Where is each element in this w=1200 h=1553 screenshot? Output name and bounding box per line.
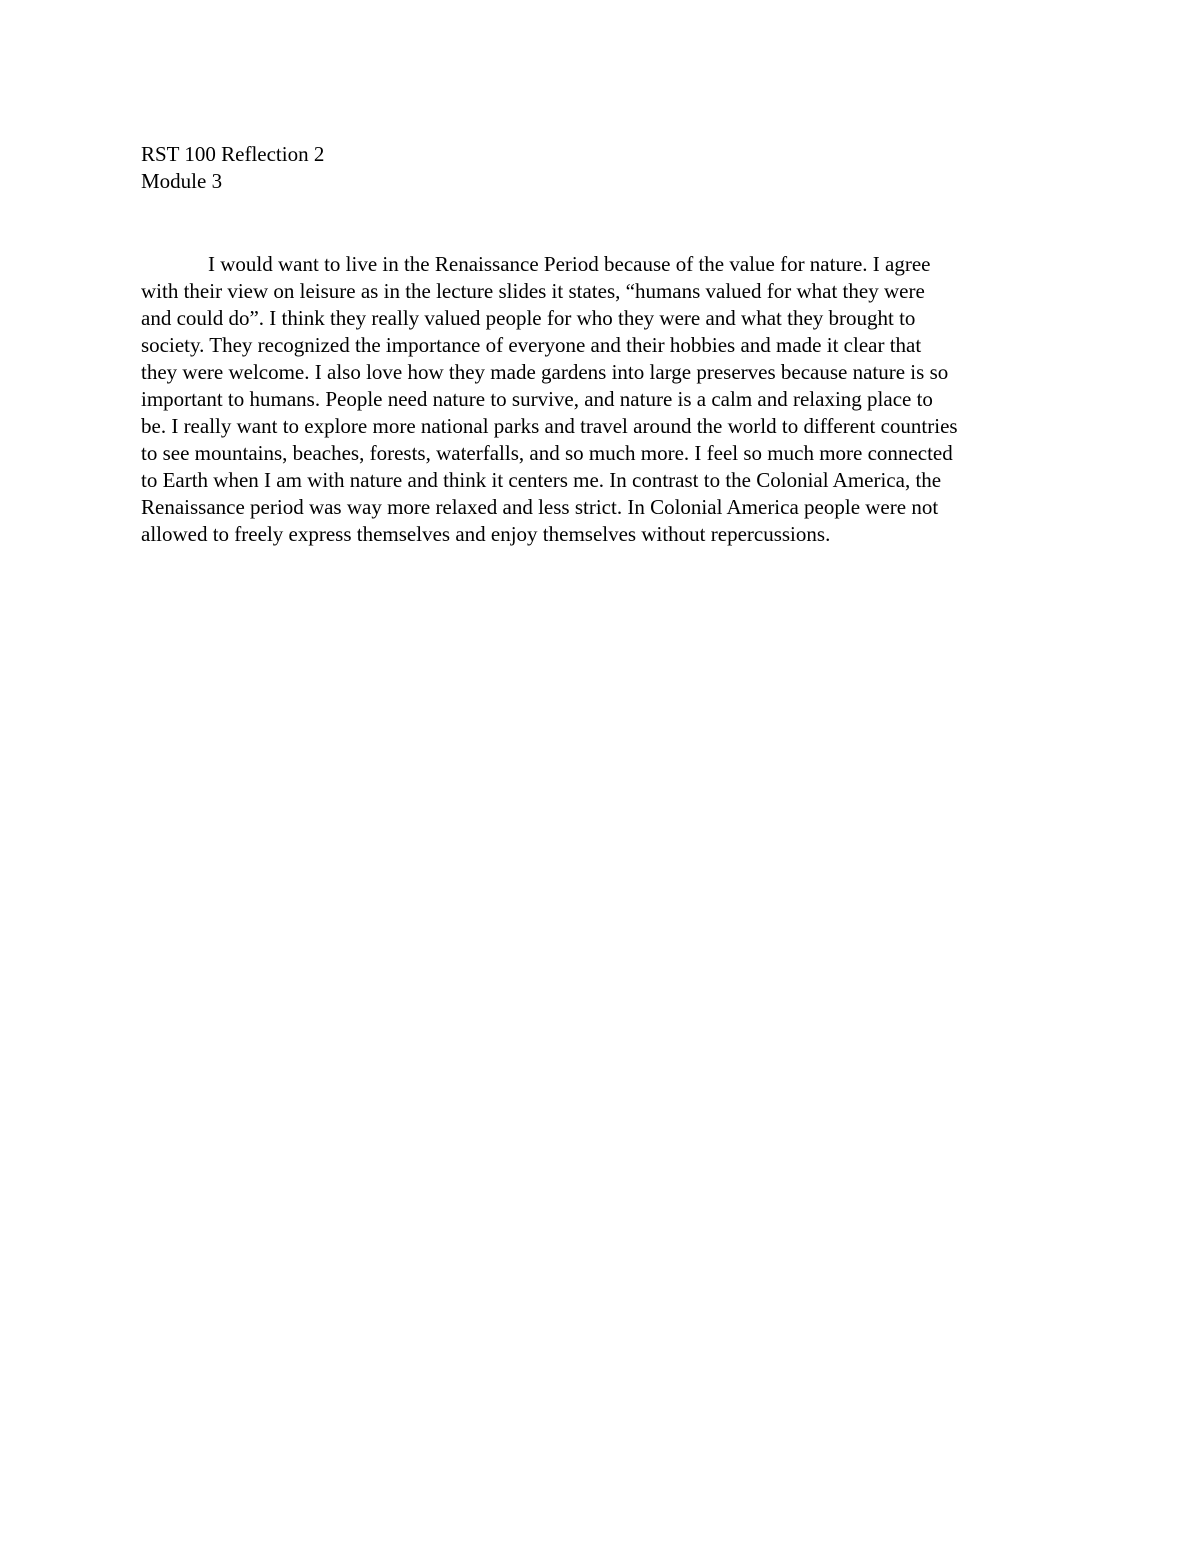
paragraph-line: with their view on leisure as in the lecture slides it states, “humans valued for what they were bbox=[141, 279, 925, 303]
paragraph-line: be. I really want to explore more national parks and travel around the world to different countries bbox=[141, 414, 958, 438]
paragraph-line: they were welcome. I also love how they made gardens into large preserves because nature is so bbox=[141, 360, 949, 384]
document-title: RST 100 Reflection 2 bbox=[141, 142, 325, 166]
module-label: Module 3 bbox=[141, 169, 223, 193]
paragraph-line: Renaissance period was way more relaxed and less strict. In Colonial America people were not bbox=[141, 495, 939, 519]
document-header bbox=[141, 141, 1081, 195]
paragraph-line: and could do”. I think they really valued people for who they were and what they brought to bbox=[141, 306, 916, 330]
paragraph-line: society. They recognized the importance of everyone and their hobbies and made it clear that bbox=[141, 333, 922, 357]
reflection-paragraph bbox=[141, 251, 1081, 548]
paragraph-line: I would want to live in the Renaissance Period because of the value for nature. I agree bbox=[208, 252, 931, 276]
paragraph-line: important to humans. People need nature to survive, and nature is a calm and relaxing place to bbox=[141, 387, 933, 411]
paragraph-line: allowed to freely express themselves and enjoy themselves without repercussions. bbox=[141, 522, 831, 546]
paragraph-line: to see mountains, beaches, forests, waterfalls, and so much more. I feel so much more connected bbox=[141, 441, 953, 465]
paragraph-line: to Earth when I am with nature and think it centers me. In contrast to the Colonial America, the bbox=[141, 468, 942, 492]
